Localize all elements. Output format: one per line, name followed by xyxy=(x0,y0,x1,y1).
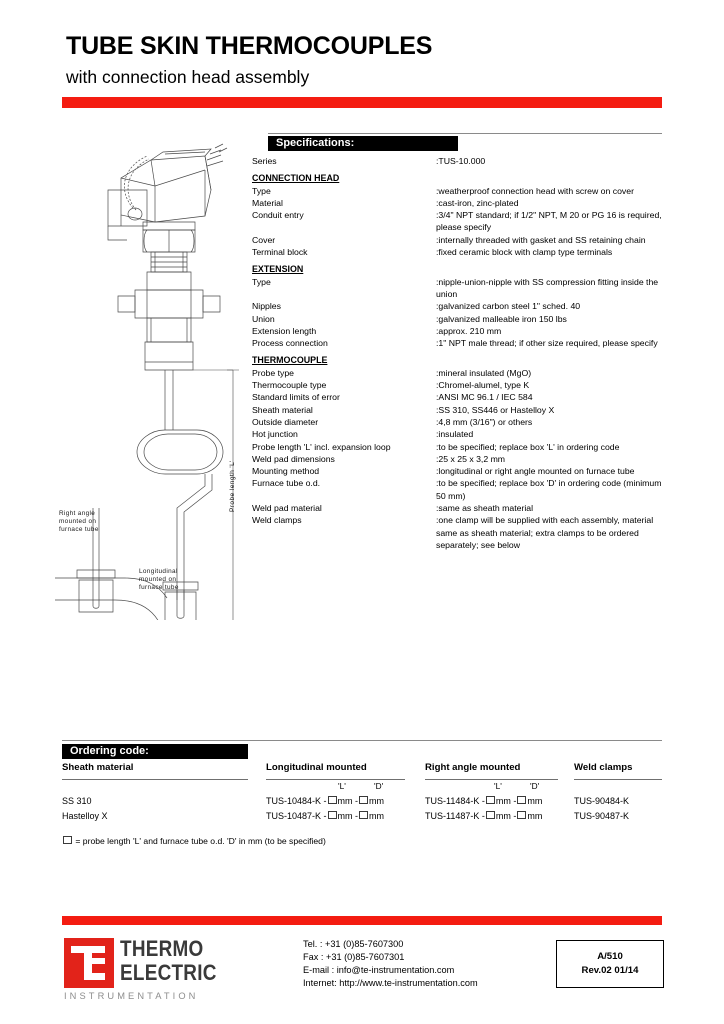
column-header-right-angle: Right angle mounted xyxy=(425,762,521,773)
table-row-longitudinal-0: TUS-10484-K - mm - mm xyxy=(266,796,385,806)
spec-label: Series xyxy=(252,156,277,166)
spec-label: Terminal block xyxy=(252,247,308,258)
spec-row xyxy=(252,441,662,453)
assembly-drawing-svg xyxy=(55,130,265,620)
spec-label: Sheath material xyxy=(252,404,313,415)
spec-row xyxy=(252,428,662,440)
subheader-longitudinal-d: 'D' xyxy=(374,781,384,791)
logo-text-thermo: THERMO xyxy=(120,936,204,961)
column-header-weld-clamps: Weld clamps xyxy=(574,762,633,773)
contact-website[interactable]: Internet: http://www.te-instrumentation.com xyxy=(303,978,478,988)
length-box-icon[interactable] xyxy=(486,796,495,804)
drawing-label-probe-length: Probe length 'L' xyxy=(229,460,236,512)
spec-value: :approx. 210 mm xyxy=(436,325,502,336)
column-header-sheath-material: Sheath material xyxy=(62,762,134,773)
specifications-heading-label: Specifications: xyxy=(276,137,355,149)
spec-value: :SS 310, SS446 or Hastelloy X xyxy=(436,404,555,415)
table-row-weld-clamps-0: TUS-90484-K xyxy=(574,796,630,806)
spec-value: :galvanized carbon steel 1" sched. 40 xyxy=(436,301,581,312)
unit-mm: mm xyxy=(369,796,385,806)
diameter-box-icon[interactable] xyxy=(359,796,368,804)
spec-row xyxy=(252,234,662,246)
spec-section-heading: EXTENSION xyxy=(252,264,304,275)
spec-row xyxy=(252,477,662,502)
header-red-rule xyxy=(62,97,662,108)
document-revision: Rev.02 01/14 xyxy=(581,965,639,976)
unit-mm: mm xyxy=(369,811,385,821)
diameter-box-icon[interactable] xyxy=(517,796,526,804)
spec-label: Cover xyxy=(252,234,276,245)
spec-label: Weld pad dimensions xyxy=(252,453,335,464)
table-row-sheath-material-0: SS 310 xyxy=(62,796,92,806)
subheader-longitudinal-l: 'L' xyxy=(338,781,346,791)
spec-row xyxy=(252,337,662,349)
table-row-weld-clamps-1: TUS-90487-K xyxy=(574,811,630,821)
specifications-top-rule xyxy=(268,133,662,134)
ordering-code-header xyxy=(62,744,248,759)
drawing-label-right-angle-line2: mounted on xyxy=(59,518,97,526)
spec-label: Union xyxy=(252,313,275,324)
spec-value: :to be specified; replace box 'L' in ordering code xyxy=(436,441,620,452)
spec-value: :nipple-union-nipple with SS compression fitting inside the union xyxy=(436,276,659,299)
spec-section-heading: THERMOCOUPLE xyxy=(252,355,328,366)
order-code-right-angle-0: TUS-11484-K - xyxy=(425,796,485,806)
spec-label: Process connection xyxy=(252,338,328,349)
drawing-label-longitudinal-line2: mounted on xyxy=(139,576,177,584)
drawing-label-longitudinal-line3: furnace tube xyxy=(139,584,179,592)
spec-value: :mineral insulated (MgO) xyxy=(436,367,532,378)
spec-section-heading: CONNECTION HEAD xyxy=(252,173,340,184)
unit-mm: mm xyxy=(495,796,511,806)
spec-row xyxy=(252,209,662,234)
document-code: A/510 xyxy=(597,951,623,962)
spec-label: Type xyxy=(252,276,271,287)
spec-row xyxy=(252,276,662,301)
ordering-code-note-text: = probe length 'L' and furnace tube o.d. 'D' in mm (to be specified) xyxy=(75,836,326,846)
order-code-longitudinal-1: TUS-10487-K - xyxy=(266,811,327,821)
te-logo-mark xyxy=(64,938,114,988)
drawing-label-longitudinal-line1: Longitudinal xyxy=(139,568,178,575)
ordering-code-note xyxy=(62,836,326,846)
diameter-box-icon[interactable] xyxy=(359,811,368,819)
assembly-drawing xyxy=(55,130,265,620)
spec-row xyxy=(252,300,662,312)
footer-contact-block xyxy=(303,938,478,990)
column-rule-sheath xyxy=(62,779,248,780)
subheader-right-angle-l: 'L' xyxy=(494,781,502,791)
spec-value: :insulated xyxy=(436,429,474,440)
contact-tel: Tel. : +31 (0)85-7607300 xyxy=(303,939,404,949)
spec-value: :Chromel-alumel, type K xyxy=(436,380,530,391)
spec-row xyxy=(252,155,662,167)
specifications-header xyxy=(268,136,458,151)
spec-value: :TUS-10.000 xyxy=(436,156,486,166)
spec-row xyxy=(252,502,662,514)
drawing-label-right-angle xyxy=(59,510,99,535)
spec-label: Conduit entry xyxy=(252,210,304,221)
column-header-longitudinal: Longitudinal mounted xyxy=(266,762,367,773)
table-row-right-angle-1: TUS-11487-K - mm - mm xyxy=(425,811,543,821)
spec-label: Hot junction xyxy=(252,429,298,440)
spec-row xyxy=(252,453,662,465)
spec-label: Nipples xyxy=(252,301,281,312)
document-code-inner xyxy=(557,950,663,978)
spec-label: Weld pad material xyxy=(252,503,322,514)
spec-value: :internally threaded with gasket and SS retaining chain xyxy=(436,234,646,245)
spec-row xyxy=(252,416,662,428)
spec-row xyxy=(252,185,662,197)
logo-text-electric: ELECTRIC xyxy=(120,960,217,985)
spec-label: Probe type xyxy=(252,367,295,378)
unit-mm: mm xyxy=(495,811,511,821)
spec-label: Type xyxy=(252,185,271,196)
spec-value: :1" NPT male thread; if other size required, please specify xyxy=(436,338,658,349)
column-rule-weld-clamps xyxy=(574,779,662,780)
unit-mm: mm xyxy=(337,811,353,821)
unit-mm: mm xyxy=(337,796,353,806)
spec-row xyxy=(252,404,662,416)
spec-value: :cast-iron, zinc-plated xyxy=(436,197,519,208)
te-monogram-icon xyxy=(64,938,114,988)
length-box-icon[interactable] xyxy=(328,796,337,804)
spec-label: Thermocouple type xyxy=(252,380,327,391)
table-row-right-angle-0: TUS-11484-K - mm - mm xyxy=(425,796,543,806)
spec-value: :to be specified; replace box 'D' in ordering code (minimum 50 mm) xyxy=(436,478,662,501)
document-code-box xyxy=(556,940,664,988)
diameter-box-icon[interactable] xyxy=(517,811,526,819)
spec-value: :ANSI MC 96.1 / IEC 584 xyxy=(436,392,533,403)
spec-value: :one clamp will be supplied with each assembly, material same as sheath material; extra clamps to be ordered separately; see below xyxy=(436,515,654,550)
spec-value: :4,8 mm (3/16") or others xyxy=(436,416,533,427)
order-code-longitudinal-0: TUS-10484-K - xyxy=(266,796,327,806)
spec-row xyxy=(252,325,662,337)
logo-text-instrumentation: INSTRUMENTATION xyxy=(64,991,199,1001)
page-title: TUBE SKIN THERMOCOUPLES xyxy=(66,32,433,60)
spec-row xyxy=(252,379,662,391)
spec-label: Extension length xyxy=(252,325,317,336)
drawing-label-right-angle-line1: Right angle xyxy=(59,510,96,517)
table-row-sheath-material-1: Hastelloy X xyxy=(62,811,108,821)
spec-value: :galvanized malleable iron 150 lbs xyxy=(436,313,567,324)
ordering-code-heading-label: Ordering code: xyxy=(70,745,149,757)
drawing-label-right-angle-line3: furnace tube xyxy=(59,526,99,534)
length-box-icon[interactable] xyxy=(486,811,495,819)
spec-label: Mounting method xyxy=(252,466,320,477)
spec-row xyxy=(252,367,662,379)
spec-row xyxy=(252,313,662,325)
spec-row xyxy=(252,246,662,258)
spec-row xyxy=(252,391,662,403)
legend-box-icon xyxy=(63,836,72,844)
spec-row xyxy=(252,197,662,209)
spec-value: :same as sheath material xyxy=(436,503,534,514)
column-rule-longitudinal xyxy=(266,779,405,780)
spec-label: Weld clamps xyxy=(252,515,302,526)
drawing-label-longitudinal xyxy=(139,568,179,593)
spec-label: Outside diameter xyxy=(252,416,319,427)
spec-row xyxy=(252,514,662,551)
contact-email[interactable]: E-mail : info@te-instrumentation.com xyxy=(303,965,455,975)
spec-label: Furnace tube o.d. xyxy=(252,478,321,489)
spec-value: :weatherproof connection head with screw on cover xyxy=(436,185,634,196)
column-rule-right-angle xyxy=(425,779,558,780)
spec-value: :fixed ceramic block with clamp type terminals xyxy=(436,247,613,258)
length-box-icon[interactable] xyxy=(328,811,337,819)
contact-fax: Fax : +31 (0)85-7607301 xyxy=(303,952,405,962)
unit-mm: mm xyxy=(527,796,543,806)
footer-red-rule xyxy=(62,916,662,925)
spec-value: :3/4" NPT standard; if 1/2" NPT, M 20 or PG 16 is required, please specify xyxy=(436,210,662,233)
ordering-code-top-rule xyxy=(62,740,662,741)
spec-label: Probe length 'L' incl. expansion loop xyxy=(252,441,391,452)
subheader-right-angle-d: 'D' xyxy=(530,781,540,791)
page-subtitle: with connection head assembly xyxy=(66,67,310,87)
order-code-right-angle-1: TUS-11487-K - xyxy=(425,811,485,821)
spec-row xyxy=(252,465,662,477)
spec-label: Standard limits of error xyxy=(252,392,340,403)
specifications-list xyxy=(252,155,662,551)
spec-value: :25 x 25 x 3,2 mm xyxy=(436,453,506,464)
unit-mm: mm xyxy=(527,811,543,821)
table-row-longitudinal-1: TUS-10487-K - mm - mm xyxy=(266,811,385,821)
spec-value: :longitudinal or right angle mounted on furnace tube xyxy=(436,466,635,477)
spec-label: Material xyxy=(252,197,283,208)
